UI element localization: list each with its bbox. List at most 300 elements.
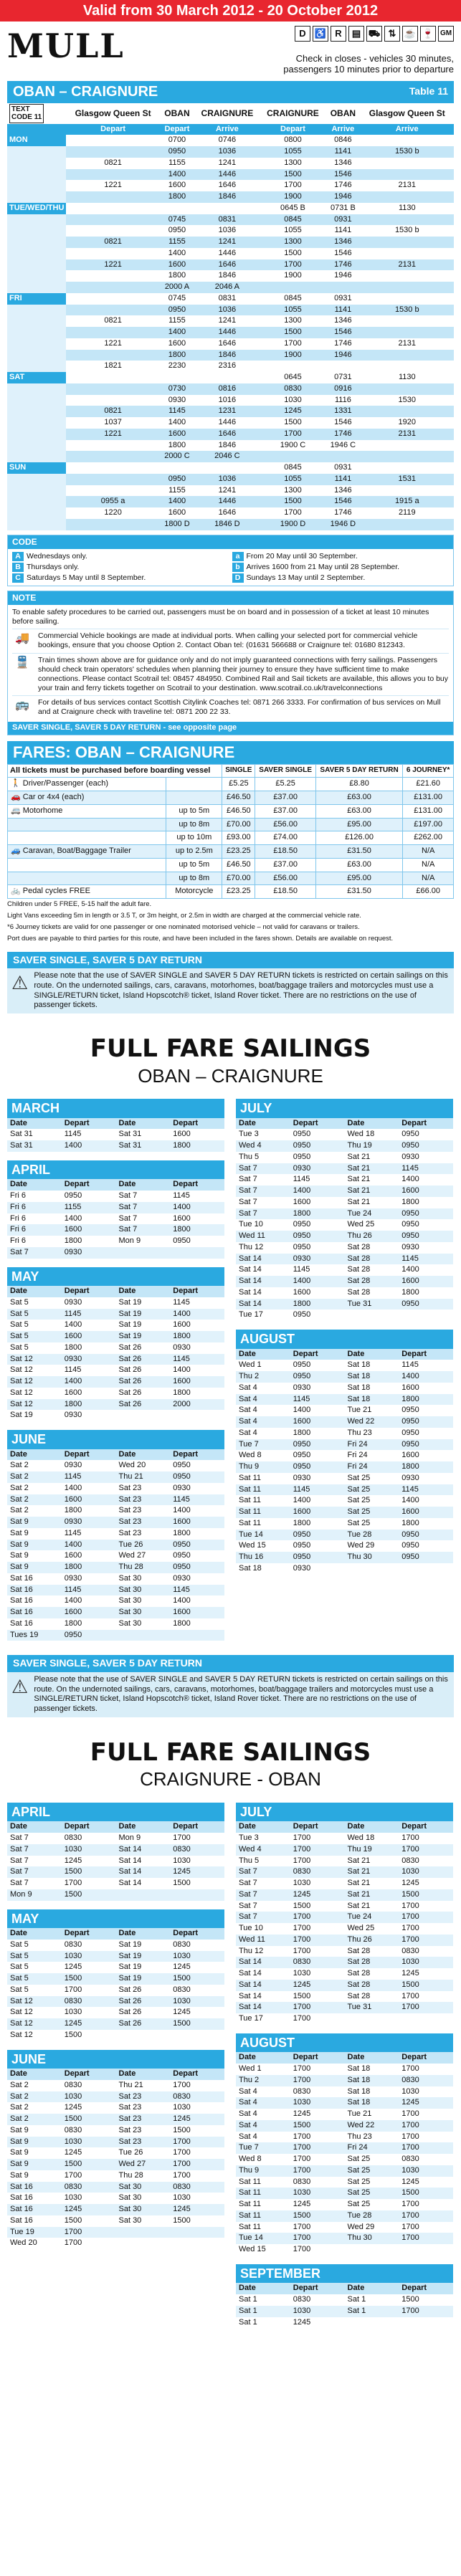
sailing-time: 1030 <box>290 2097 345 2109</box>
month-title: MAY <box>7 1267 224 1287</box>
sailing-time: 1600 <box>62 1494 116 1506</box>
fare-type <box>8 804 166 818</box>
sailing-date: Sat 31 <box>7 1140 62 1152</box>
sailing-date: Sat 4 <box>236 1383 290 1394</box>
code-value: Saturdays 5 May until 8 September. <box>27 573 146 582</box>
day-cell <box>7 474 66 485</box>
sailing-time: 1700 <box>399 2132 453 2143</box>
car-icon: 🚗 <box>11 793 23 802</box>
time-cell: 1221 <box>66 429 159 440</box>
sailing-date: Sat 21 <box>345 1866 399 1878</box>
sailing-time: 1145 <box>62 1471 116 1483</box>
sailing-time: 1700 <box>399 2109 453 2120</box>
sailing-time: 0950 <box>290 1439 345 1451</box>
sailing-date: Sat 21 <box>345 1889 399 1901</box>
ticket-icon: ▤ <box>348 26 364 42</box>
sailing-time: 1800 <box>170 1388 224 1399</box>
sailing-row <box>7 1856 224 1867</box>
sailing-date: Sat 9 <box>7 2147 62 2159</box>
sailing-time: 1500 <box>399 2188 453 2199</box>
sailing-date: Sat 4 <box>236 1405 290 1416</box>
sailing-date: Tue 17 <box>236 1310 290 1321</box>
time-cell: 1346 <box>325 237 360 248</box>
sailing-time: 0950 <box>290 1360 345 1371</box>
sailing-time: 1145 <box>399 1360 453 1371</box>
month-col-header: Depart <box>399 2052 453 2064</box>
fare-size: up to 8m <box>166 818 222 831</box>
sailing-time: 1700 <box>62 1878 116 1889</box>
sailing-date: Sat 7 <box>236 1163 290 1175</box>
gm-icon: GM <box>438 26 454 42</box>
subheader: Depart <box>160 124 194 135</box>
day-cell <box>7 270 66 282</box>
sailing-row <box>236 1371 453 1383</box>
sailing-date: Sat 25 <box>345 2154 399 2165</box>
sailing-time: 1500 <box>399 1980 453 1991</box>
sailing-time: 1030 <box>170 2193 224 2204</box>
sailing-date: Sat 18 <box>345 1360 399 1371</box>
note-text: Commercial Vehicle bookings are made at individual ports. When calling your selected port for commercial vehicle bookings, ensure that you choose Option 2. Contact Oban tel: (01631 566688 or Craignure tel: 01680 812343. <box>38 631 418 650</box>
timetable-row <box>7 361 454 372</box>
sailing-date: Sat 19 <box>116 1320 171 1331</box>
time-cell: 1446 <box>194 496 260 507</box>
bar-icon: 🍷 <box>420 26 436 42</box>
month-col-header: Depart <box>62 1821 116 1833</box>
wheelchair-icon: ♿ <box>313 26 328 42</box>
sailing-time: 1700 <box>170 2137 224 2148</box>
time-cell: 0950 <box>160 305 194 316</box>
time-cell: 1036 <box>194 146 260 158</box>
sailing-date: Sat 14 <box>236 1264 290 1276</box>
month-col-header: Date <box>7 1286 62 1297</box>
time-cell: 1300 <box>260 158 326 169</box>
sailing-time: 1245 <box>62 2147 116 2159</box>
sailing-time: 0830 <box>170 1844 224 1856</box>
time-cell <box>325 451 360 462</box>
sailing-row <box>7 1191 224 1202</box>
sailing-date: Sat 19 <box>116 1973 171 1985</box>
column-header: CRAIGNURE <box>260 103 326 124</box>
sailing-date: Sat 28 <box>345 1968 399 1980</box>
sailing-time: 1400 <box>170 1505 224 1517</box>
sailing-time: 1600 <box>290 1507 345 1518</box>
sailing-time: 1030 <box>62 2091 116 2103</box>
subheader: Depart <box>66 124 159 135</box>
sailing-row <box>7 1618 224 1630</box>
sailing-date: Wed 22 <box>345 1416 399 1428</box>
time-cell <box>361 519 454 530</box>
sailing-date: Sat 12 <box>7 2018 62 2030</box>
time-cell: 1300 <box>260 485 326 497</box>
sailing-time <box>170 2030 224 2041</box>
sailing-row <box>236 2013 453 2025</box>
sailing-time: 0930 <box>170 1573 224 1585</box>
sailing-time: 1500 <box>290 2120 345 2132</box>
time-cell: 1846 <box>194 270 260 282</box>
month-col-header: Depart <box>170 1286 224 1297</box>
sailing-date: Fri 24 <box>345 2142 399 2154</box>
time-cell <box>361 214 454 226</box>
sailing-date: Fri 24 <box>345 1450 399 1461</box>
sailing-time: 1600 <box>170 1213 224 1225</box>
day-cell <box>7 496 66 507</box>
sailing-time: 0950 <box>399 1140 453 1152</box>
sailing-date: Sat 5 <box>7 1320 62 1331</box>
sailing-date: Tue 17 <box>236 2013 290 2025</box>
time-cell: 1700 <box>260 338 326 350</box>
fare-price: £56.00 <box>255 818 315 831</box>
sailing-date: Tue 10 <box>236 1923 290 1935</box>
code-key: a <box>232 552 244 561</box>
time-cell <box>66 169 159 181</box>
sailing-date: Sat 26 <box>116 2007 171 2018</box>
sailing-time: 1245 <box>170 1962 224 1973</box>
sailing-date: Sat 7 <box>236 1186 290 1197</box>
timetable-row <box>7 315 454 327</box>
sailing-date: Tues 19 <box>7 1630 62 1641</box>
fare-price: £131.00 <box>403 791 454 805</box>
sailing-time: 1400 <box>170 1202 224 1213</box>
sailing-row <box>236 1152 453 1163</box>
time-cell <box>361 451 454 462</box>
sailing-date: Sat 2 <box>7 2091 62 2103</box>
sailing-row <box>236 2233 453 2244</box>
time-cell: 0930 <box>160 395 194 406</box>
sailing-time: 1245 <box>399 2177 453 2188</box>
sailing-time <box>170 2238 224 2249</box>
sailing-time: 1500 <box>290 1901 345 1912</box>
codes-box <box>7 535 454 586</box>
code-value: From 20 May until 30 September. <box>246 551 358 560</box>
sailing-date: Sat 28 <box>345 1242 399 1254</box>
time-cell: 1300 <box>260 237 326 248</box>
sailing-time: 1030 <box>170 1996 224 2008</box>
sailing-row <box>7 2238 224 2249</box>
sailing-date: Sat 7 <box>236 1889 290 1901</box>
sailing-time: 1700 <box>62 2170 116 2182</box>
sailing-time: 1800 <box>170 1140 224 1152</box>
fare-size: up to 5m <box>166 804 222 818</box>
sailing-row <box>7 1354 224 1365</box>
time-cell <box>361 462 454 474</box>
month-col-header: Date <box>236 2283 290 2294</box>
sailing-date: Sat 28 <box>345 1254 399 1265</box>
month-title: JUNE <box>7 2050 224 2069</box>
time-cell: 0955 a <box>66 496 159 507</box>
day-label: FRI <box>7 293 66 305</box>
sailing-date: Sat 16 <box>7 1595 62 1607</box>
sailing-row <box>7 1224 224 1236</box>
sailing-time: 1700 <box>290 2064 345 2075</box>
sailing-time: 0950 <box>290 1530 345 1541</box>
time-cell <box>361 327 454 338</box>
sailing-row <box>7 1320 224 1331</box>
sailing-row <box>236 1530 453 1541</box>
sailing-date: Thu 9 <box>236 1461 290 1473</box>
sailing-date: Wed 18 <box>345 1833 399 1844</box>
time-cell: 1546 <box>325 496 360 507</box>
time-cell: 1036 <box>194 225 260 237</box>
sailing-time <box>170 1247 224 1259</box>
fares-col-header: SAVER SINGLE <box>255 764 315 778</box>
sailing-time: 1700 <box>399 1923 453 1935</box>
sailing-date: Sat 7 <box>116 1213 171 1225</box>
day-cell <box>7 429 66 440</box>
sailing-time: 0930 <box>170 1342 224 1354</box>
sailing-time: 1800 <box>170 1528 224 1540</box>
month-col-header: Depart <box>290 2052 345 2064</box>
sailing-time: 1800 <box>62 1399 116 1411</box>
sailing-date: Sat 12 <box>7 1365 62 1376</box>
sailing-date: Mon 9 <box>116 1236 171 1247</box>
time-cell: 2119 <box>361 507 454 519</box>
checkin-line-2: passengers 10 minutes prior to departure <box>283 64 454 75</box>
sailing-time: 1400 <box>290 1495 345 1507</box>
sailing-time: 0950 <box>290 1140 345 1152</box>
fare-type <box>8 818 166 831</box>
fare-size: Motorcycle <box>166 885 222 899</box>
timetable-row <box>7 203 454 214</box>
sailing-date: Sat 14 <box>236 1299 290 1310</box>
sailing-row <box>236 1991 453 2003</box>
sailing-date: Tue 31 <box>345 2002 399 2013</box>
sailing-time: 0830 <box>62 1833 116 1844</box>
fare-type-label: Driver/Passenger (each) <box>22 779 108 788</box>
time-cell: 1800 <box>160 350 194 361</box>
sailing-time: 1400 <box>290 1276 345 1287</box>
time-cell: 1037 <box>66 417 159 429</box>
sailing-time: 1030 <box>170 2102 224 2114</box>
time-cell: 1130 <box>361 372 454 383</box>
sailing-date <box>116 1410 171 1421</box>
sailing-time: 1245 <box>62 2204 116 2215</box>
time-cell: 1241 <box>194 158 260 169</box>
sailing-time: 0830 <box>62 2125 116 2137</box>
column-header: OBAN <box>325 103 360 124</box>
month-col-header: Date <box>7 1821 62 1833</box>
time-cell: 1055 <box>260 146 326 158</box>
sailing-date: Thu 12 <box>236 1946 290 1957</box>
day-cell <box>7 485 66 497</box>
day-cell <box>7 417 66 429</box>
truck-icon: 🚚 <box>15 632 29 645</box>
sailing-date: Sat 28 <box>345 1287 399 1299</box>
time-cell: 1915 a <box>361 496 454 507</box>
sailing-row <box>236 1231 453 1242</box>
sailing-time: 0950 <box>399 1439 453 1451</box>
month-col-header: Date <box>7 1928 62 1940</box>
fare-footnote: Port dues are payable to third parties for this route, and have been included in the fares shown. Details are available on request. <box>7 934 394 943</box>
sailing-time: 0950 <box>399 1219 453 1231</box>
sailing-time: 0950 <box>290 1310 345 1321</box>
time-cell: 1646 <box>194 259 260 271</box>
sailing-date: Wed 29 <box>345 2222 399 2233</box>
sailing-date: Sat 21 <box>345 1856 399 1867</box>
sailing-date <box>116 2238 171 2249</box>
sailing-date: Thu 26 <box>345 1935 399 1946</box>
sailing-row <box>7 1460 224 1471</box>
sailing-time: 1400 <box>62 1595 116 1607</box>
codes-grid <box>12 552 449 583</box>
time-cell: 1155 <box>160 237 194 248</box>
sailing-time: 1600 <box>170 1376 224 1388</box>
sailing-date <box>116 1247 171 1259</box>
month-col-header: Date <box>345 1349 399 1360</box>
time-cell: 1900 <box>260 191 326 203</box>
sailing-time: 1700 <box>399 2233 453 2244</box>
sailing-row <box>236 1980 453 1991</box>
sailing-time: 0930 <box>62 1410 116 1421</box>
sailing-time: 0950 <box>62 1630 116 1641</box>
sailing-time: 1700 <box>399 2199 453 2210</box>
time-cell: 0745 <box>160 293 194 305</box>
month-col-header: Date <box>345 2283 399 2294</box>
fare-price: £70.00 <box>222 872 255 885</box>
month-table <box>7 1430 224 1641</box>
sailing-date: Sat 5 <box>7 1985 62 1996</box>
month-col-header: Depart <box>399 2283 453 2294</box>
sailing-time: 1600 <box>399 1276 453 1287</box>
sailing-date: Sat 9 <box>7 1540 62 1551</box>
sailing-time: 1245 <box>290 1889 345 1901</box>
lift-icon: ⇅ <box>384 26 400 42</box>
time-cell: 1241 <box>194 315 260 327</box>
day-cell <box>7 259 66 271</box>
sailing-time: 1245 <box>170 2114 224 2125</box>
time-cell: 0845 <box>260 293 326 305</box>
sailing-row <box>7 2102 224 2114</box>
sailing-date: Sat 5 <box>7 1940 62 1951</box>
sailing-date: Thu 19 <box>345 1140 399 1152</box>
sailing-time: 1400 <box>170 1595 224 1607</box>
time-cell <box>361 315 454 327</box>
sailing-date <box>345 2244 399 2256</box>
time-cell: 0746 <box>194 135 260 146</box>
sailing-time: 1400 <box>170 1365 224 1376</box>
sailing-date: Thu 23 <box>345 2132 399 2143</box>
time-cell: 1530 b <box>361 225 454 237</box>
sailing-date: Mon 9 <box>116 1833 171 1844</box>
sailing-date: Sat 4 <box>236 2120 290 2132</box>
time-cell: 0821 <box>66 406 159 417</box>
sailing-row <box>236 1287 453 1299</box>
fare-size: up to 10m <box>166 831 222 845</box>
time-cell: 1946 <box>325 350 360 361</box>
sailing-date: Sat 25 <box>345 2165 399 2177</box>
sailing-time: 1145 <box>170 1191 224 1202</box>
sailing-time: 1700 <box>170 2170 224 2182</box>
month-col-header: Depart <box>399 1349 453 1360</box>
fare-price: £8.80 <box>315 778 403 791</box>
sailing-date: Sat 23 <box>116 1505 171 1517</box>
sailing-row <box>7 2204 224 2215</box>
month-col-header: Date <box>7 1449 62 1461</box>
sailing-date <box>345 2013 399 2025</box>
column-header: OBAN <box>160 103 194 124</box>
sailing-time: 0930 <box>290 1163 345 1175</box>
sailing-row <box>7 1540 224 1551</box>
code-key: B <box>12 563 24 572</box>
sailing-date: Sat 9 <box>7 2125 62 2137</box>
sailing-row <box>236 1844 453 1856</box>
time-cell: 0931 <box>325 214 360 226</box>
sailing-date: Sat 7 <box>236 1208 290 1220</box>
sailing-row <box>7 1202 224 1213</box>
sailing-row <box>236 2317 453 2329</box>
time-cell <box>194 462 260 474</box>
sailing-time: 1500 <box>62 2114 116 2125</box>
sailing-time <box>399 2244 453 2256</box>
sailing-date: Sat 14 <box>236 2002 290 2013</box>
sailing-date: Sat 16 <box>7 1607 62 1618</box>
sailing-time: 1245 <box>399 2097 453 2109</box>
sailing-time: 0930 <box>290 1563 345 1575</box>
time-cell: 0731 B <box>325 203 360 214</box>
time-cell: 0950 <box>160 474 194 485</box>
fare-footnote: *6 Journey tickets are valid for one passenger or one nominated motorised vehicle – not valid for caravans or trailers. <box>7 922 360 931</box>
sailing-row <box>236 1866 453 1878</box>
sailing-date: Sat 1 <box>345 2306 399 2317</box>
sailing-date: Sat 30 <box>116 2193 171 2204</box>
disabled-access-icon: D <box>295 26 310 42</box>
sailing-date: Thu 9 <box>236 2165 290 2177</box>
sailing-date: Sat 21 <box>345 1901 399 1912</box>
sailing-date: Mon 9 <box>7 1889 62 1901</box>
fare-price: £95.00 <box>315 872 403 885</box>
sailing-time: 0830 <box>399 2075 453 2086</box>
sailing-row <box>7 1247 224 1259</box>
sailing-time: 0950 <box>290 1450 345 1461</box>
sailing-date: Sat 30 <box>116 1618 171 1630</box>
time-cell: 0821 <box>66 315 159 327</box>
sailing-date: Sat 14 <box>116 1844 171 1856</box>
sailing-time: 1145 <box>62 1129 116 1140</box>
time-cell <box>361 248 454 259</box>
fare-price: £18.50 <box>255 885 315 899</box>
month-col-header: Date <box>116 1286 171 1297</box>
sailing-time: 1030 <box>290 2188 345 2199</box>
sailing-row <box>236 2244 453 2256</box>
sailing-date: Sat 9 <box>7 1550 62 1562</box>
sailing-time: 1500 <box>170 2215 224 2227</box>
sailing-date: Sat 5 <box>7 1331 62 1342</box>
sailing-time: 1700 <box>290 2002 345 2013</box>
column-header: Glasgow Queen St <box>361 103 454 124</box>
sailing-row <box>236 2222 453 2233</box>
sailing-date: Sat 26 <box>116 1399 171 1411</box>
time-cell: 0845 <box>260 462 326 474</box>
time-cell: 1030 <box>260 395 326 406</box>
time-cell: 1141 <box>325 146 360 158</box>
sailing-date: Sat 28 <box>345 1276 399 1287</box>
sailing-date: Sat 4 <box>236 2097 290 2109</box>
month-col-header: Date <box>116 1118 171 1130</box>
sailing-row <box>236 1264 453 1276</box>
sailing-date: Sat 26 <box>116 1388 171 1399</box>
month-table <box>236 1330 453 1575</box>
time-cell: 2131 <box>361 259 454 271</box>
time-cell: 0931 <box>325 293 360 305</box>
sailing-date: Sat 11 <box>236 2188 290 2199</box>
sailing-date: Sat 18 <box>345 2064 399 2075</box>
time-cell <box>361 485 454 497</box>
timetable-row <box>7 225 454 237</box>
sailing-time: 1155 <box>62 1202 116 1213</box>
full-fare-oban-craignure <box>0 1099 461 1641</box>
sailing-row <box>236 2086 453 2098</box>
sailing-row <box>236 1946 453 1957</box>
code-value: Wednesdays only. <box>27 551 87 560</box>
